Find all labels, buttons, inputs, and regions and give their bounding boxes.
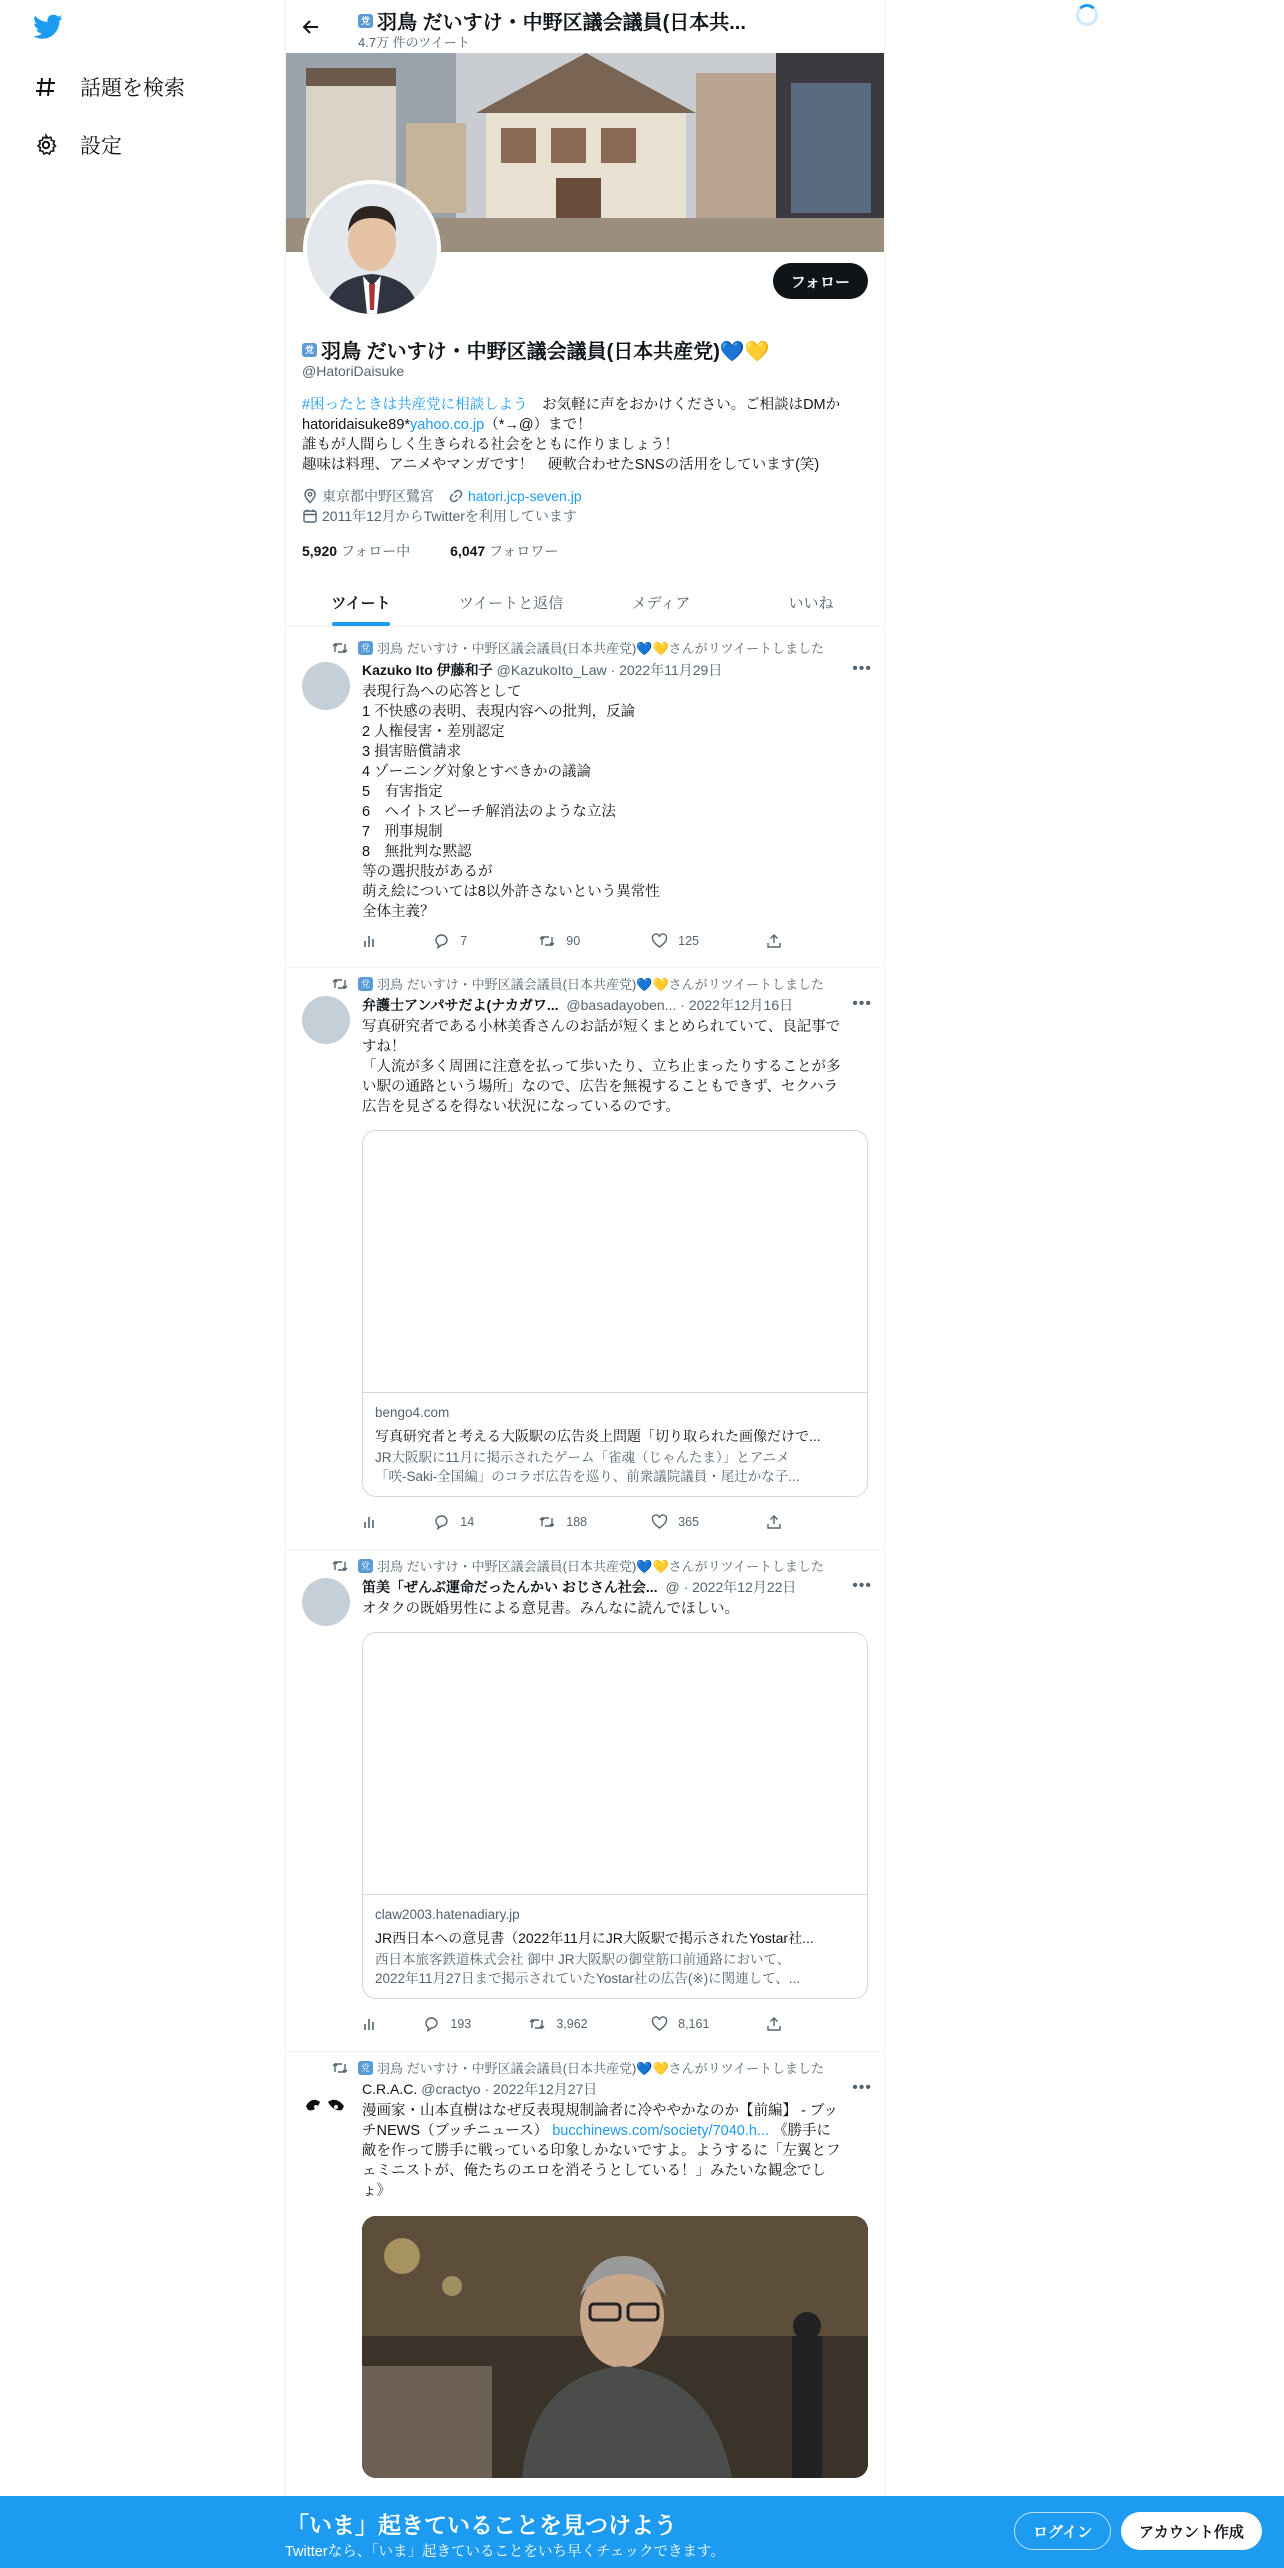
reply-icon: [433, 1514, 450, 1530]
tweet-date[interactable]: · 2022年11月29日: [610, 662, 723, 678]
tweet-date[interactable]: · 2022年12月22日: [683, 1579, 797, 1595]
more-options-icon[interactable]: •••: [852, 1577, 872, 1594]
share-button[interactable]: [766, 2016, 792, 2032]
party-badge: 党: [358, 641, 373, 655]
tweet-1[interactable]: [286, 628, 885, 968]
follow-stats: [302, 541, 594, 561]
retweet-icon: [332, 1559, 348, 1573]
tweet-line: 8 無批判な黙認: [362, 844, 472, 860]
tweet-link[interactable]: bucchinews.com/society/7040.h...: [552, 2123, 770, 2139]
signup-button[interactable]: アカウント作成: [1121, 2512, 1262, 2550]
left-nav: [0, 0, 285, 2568]
analytics-button[interactable]: [362, 2016, 423, 2032]
party-badge: 党: [358, 14, 373, 28]
tweet-text: [362, 2101, 874, 2201]
tweet-header: [362, 1577, 872, 1597]
twitter-logo-icon[interactable]: [33, 14, 63, 40]
tweet-text: [362, 1017, 874, 1117]
reply-icon: [433, 933, 450, 949]
tweet-text: [362, 1599, 874, 1619]
retweet-button[interactable]: [528, 2016, 651, 2032]
bio-line4: 趣味は料理、アニメやマンガです！ 硬軟合わせたSNSの活用をしています(笑): [302, 457, 820, 473]
tweet-line: 敵を作って勝手に戦っている印象しかないですよ。ようするに「左翼とフ: [362, 2143, 841, 2159]
tweet-4[interactable]: [286, 2052, 885, 2568]
tweet-author-handle[interactable]: @cractyo: [421, 2081, 481, 2097]
crac-avatar-icon: [302, 2080, 350, 2128]
bio-line2-pre: hatoridaisuke89*: [302, 417, 411, 433]
tweet-line: 5 有害指定: [362, 784, 443, 800]
nav-explore-label: 話題を検索: [80, 77, 185, 100]
retweet-count: 3,962: [556, 2017, 588, 2031]
profile-avatar[interactable]: [303, 180, 441, 318]
tweet-date[interactable]: · 2022年12月27日: [484, 2081, 598, 2097]
follow-button[interactable]: フォロー: [773, 263, 868, 299]
party-badge: 党: [302, 343, 317, 357]
header-title: [358, 6, 746, 35]
analytics-icon: [362, 2016, 378, 2032]
followers-link[interactable]: [450, 543, 576, 559]
more-options-icon[interactable]: •••: [852, 995, 872, 1012]
nav-settings-label: 設定: [80, 135, 122, 158]
retweet-indicator: [332, 2058, 824, 2077]
reply-button[interactable]: [433, 1514, 538, 1530]
profile-tabs: [286, 574, 885, 627]
tweet-line: 萌え絵については8以外許さないという異常性: [362, 884, 660, 900]
tweet-line: 3 損害賠償請求: [362, 744, 462, 760]
tweet-author-name[interactable]: Kazuko Ito 伊藤和子: [362, 662, 493, 678]
bio-line2-post: （*→@）まで！: [484, 417, 592, 433]
like-count: 125: [678, 934, 699, 948]
party-badge: 党: [358, 1559, 373, 1573]
tweet-3[interactable]: [286, 1550, 885, 2052]
tweet-avatar[interactable]: [302, 1578, 350, 1626]
retweet-count: 90: [566, 934, 581, 948]
hashtag-icon: [34, 75, 58, 99]
tweet-line: 7 刑事規制: [362, 824, 443, 840]
reply-count: 7: [460, 934, 468, 948]
like-count: 365: [678, 1515, 699, 1529]
tweet-line: 表現行為への応答として: [362, 684, 522, 700]
tweet-author-name[interactable]: 笛美「ぜんぶ運命だったんかい おじさん社会...: [362, 1579, 658, 1595]
analytics-button[interactable]: [362, 933, 433, 949]
location-pin-icon: [302, 488, 318, 504]
link-card-title: 写真研究者と考える大阪駅の広告炎上問題「切り取られた画像だけで...: [375, 1428, 821, 1444]
retweet-icon: [528, 2016, 546, 2032]
more-options-icon[interactable]: •••: [852, 2079, 872, 2096]
retweet-text: 羽鳥 だいすけ・中野区議会議員(日本共産党)💙💛さんがリツイートしました: [377, 1559, 825, 1574]
retweet-text: 羽鳥 だいすけ・中野区議会議員(日本共産党)💙💛さんがリツイートしました: [377, 641, 825, 656]
tab-media[interactable]: メディア: [631, 595, 691, 612]
retweet-indicator: [332, 1556, 824, 1575]
tweet-line: オタクの既婚男性による意見書。みんなに読んでほしい。: [362, 1601, 739, 1617]
nav-explore[interactable]: [34, 67, 185, 107]
profile-name-text: 羽鳥 だいすけ・中野区議会議員(日本共産党)💙💛: [321, 341, 770, 363]
heart-icon: [651, 933, 668, 949]
header-tweet-count: 4.7万 件のツイート: [358, 35, 470, 50]
more-options-icon[interactable]: •••: [852, 660, 872, 677]
following-count: 5,920: [302, 543, 338, 559]
back-button[interactable]: [296, 12, 326, 42]
heart-icon: [651, 1514, 668, 1530]
bio-line1: お気軽に声をおかけください。ご相談はDMか: [527, 397, 841, 413]
bottom-bar-title: 「いま」起きていることを見つけよう: [286, 2512, 677, 2538]
tweet-header: [362, 2079, 872, 2099]
tweet-line: ェミニストが、俺たちのエロを消そうとしている！」みたいな観念でし: [362, 2163, 826, 2179]
link-card-desc-line: JR大阪駅に11月に掲示されたゲーム「雀魂（じゃんたま）」とアニメ: [375, 1450, 790, 1465]
share-icon: [766, 2016, 782, 2032]
tweet-actions: [362, 2016, 792, 2032]
retweet-icon: [332, 2061, 348, 2075]
tweet-author-handle[interactable]: @KazukoIto_Law: [496, 662, 607, 678]
tweet-date[interactable]: · 2022年12月16日: [680, 997, 794, 1013]
followers-label: フォロワー: [489, 543, 559, 559]
tweet-avatar[interactable]: [302, 662, 350, 710]
retweet-text: 羽鳥 だいすけ・中野区議会議員(日本共産党)💙💛さんがリツイートしました: [377, 977, 825, 992]
tweet-line: ょ》: [362, 2183, 391, 2199]
link-card-image: [363, 1633, 867, 1895]
retweet-icon: [332, 977, 348, 991]
reply-icon: [423, 2016, 440, 2032]
tweet-line: 広告を見ざるを得ない状況になっているのです。: [362, 1099, 680, 1115]
profile-handle: @HatoriDaisuke: [302, 363, 405, 379]
bio-line3: 誰もが人間らしく生きられる社会をともに作りましょう！: [302, 437, 679, 453]
tweet-header: [362, 660, 872, 680]
retweet-indicator: [332, 974, 824, 993]
retweet-icon: [538, 1514, 556, 1530]
link-card-desc-line: 2022年11月27日まで掲示されていたYostar社の広告(※)に関連して、...: [375, 1971, 801, 1986]
location-text: 東京都中野区鷺宮: [322, 488, 434, 504]
profile-header-bar: [286, 0, 885, 53]
arrow-left-icon: [301, 17, 321, 37]
bottom-bar-subtitle: Twitterなら、「いま」起きていることをいち早くチェックできます。: [285, 2544, 725, 2560]
tweet-line: 「人流が多く周囲に注意を払って歩いたり、立ち止まったりすることが多: [362, 1059, 841, 1075]
share-button[interactable]: [766, 933, 792, 949]
tweet-avatar[interactable]: [302, 2080, 350, 2128]
retweet-count: 188: [566, 1515, 588, 1529]
retweet-icon: [538, 933, 556, 949]
profile-meta: [302, 486, 596, 526]
tab-likes[interactable]: いいね: [788, 595, 834, 612]
retweet-text: 羽鳥 だいすけ・中野区議会議員(日本共産党)💙💛さんがリツイートしました: [377, 2061, 825, 2076]
like-count: 8,161: [678, 2017, 710, 2031]
share-icon: [766, 1514, 782, 1530]
like-button[interactable]: [651, 933, 766, 949]
reply-button[interactable]: [433, 933, 538, 949]
tweet-line: 等の選択肢があるが: [362, 864, 493, 880]
tab-tweets[interactable]: ツイート: [286, 574, 436, 626]
login-button[interactable]: ログイン: [1014, 2512, 1111, 2550]
link-card-image: [363, 1131, 867, 1393]
link-card-description: [363, 1948, 867, 1998]
link-card[interactable]: [362, 1130, 868, 1497]
heart-icon: [651, 2016, 668, 2032]
loading-spinner-icon: [1076, 4, 1098, 26]
link-card[interactable]: [362, 1632, 868, 1999]
profile-bio: [302, 395, 872, 475]
tweet-actions: [362, 1514, 792, 1530]
tweet-author-name[interactable]: 弁護士アンパサだよ(ナカガワ...: [362, 997, 559, 1013]
party-badge: 党: [358, 977, 373, 991]
tweet-line: 全体主義？: [362, 904, 435, 920]
calendar-icon: [302, 508, 318, 524]
bio-hashtag-link[interactable]: #困ったときは共産党に相談しよう: [302, 397, 528, 413]
gear-icon: [34, 133, 58, 157]
joined-item: [302, 506, 577, 526]
tweet-line: チNEWS（ブッチニュース）: [362, 2123, 549, 2139]
tweet-line: 2 人権侵害・差別認定: [362, 724, 505, 740]
tweet-line: すね！: [362, 1039, 406, 1055]
analytics-icon: [362, 1514, 378, 1530]
link-card-desc-line: 「咲-Saki-全国編」のコラボ広告を巡り、前衆議院議員・尾辻かな子...: [375, 1469, 800, 1484]
tweet-photo[interactable]: [362, 2216, 868, 2478]
tweet-line: 《勝手に: [773, 2123, 832, 2139]
retweet-icon: [332, 641, 348, 655]
tweet-avatar[interactable]: [302, 996, 350, 1044]
tweet-line: 6 ヘイトスピーチ解消法のような立法: [362, 804, 616, 820]
header-title-text: 羽鳥 だいすけ・中野区議会議員(日本共...: [377, 12, 746, 34]
tweet-line: 写真研究者である小林美香さんのお話が短くまとめられていて、良記事で: [362, 1019, 841, 1035]
retweet-button[interactable]: [538, 1514, 651, 1530]
tweet-author-handle[interactable]: @: [665, 1579, 680, 1595]
bio-email-link[interactable]: yahoo.co.jp: [410, 417, 485, 433]
reply-count: 14: [460, 1515, 475, 1529]
like-button[interactable]: [651, 2016, 766, 2032]
link-card-desc-line: 西日本旅客鉄道株式会社 御中 JR大阪駅の御堂筋口前通路において、: [375, 1952, 791, 1967]
retweet-button[interactable]: [538, 933, 651, 949]
like-button[interactable]: [651, 1514, 766, 1530]
profile-name: [302, 335, 770, 364]
tweet-author-handle[interactable]: @basadayoben...: [566, 997, 677, 1013]
tweet-line: 1 不快感の表明、表現内容への批判，反論: [362, 704, 636, 720]
tweet-2[interactable]: [286, 968, 885, 1550]
link-card-description: [363, 1446, 867, 1496]
analytics-icon: [362, 933, 378, 949]
tweet-author-name[interactable]: C.R.A.C.: [362, 2081, 418, 2097]
link-card-domain: bengo4.com: [375, 1405, 450, 1420]
joined-text: 2011年12月からTwitterを利用しています: [322, 508, 577, 524]
tweet-line: 4 ゾーニング対象とすべきかの議論: [362, 764, 592, 780]
tweet-text: [362, 682, 874, 922]
share-button[interactable]: [766, 1514, 792, 1530]
followers-count: 6,047: [450, 543, 486, 559]
nav-settings[interactable]: [34, 125, 122, 165]
website-link[interactable]: hatori.jcp-seven.jp: [468, 488, 582, 504]
tab-tweets-replies[interactable]: ツイートと返信: [458, 595, 564, 612]
retweet-indicator: [332, 638, 824, 657]
reply-count: 193: [450, 2017, 472, 2031]
link-card-domain: claw2003.hatenadiary.jp: [375, 1907, 520, 1922]
main-column: [285, 0, 885, 2568]
reply-button[interactable]: [423, 2016, 528, 2032]
link-card-title: JR西日本への意見書（2022年11月にJR大阪駅で掲示されたYostar社...: [375, 1930, 814, 1946]
location-item: [302, 486, 434, 506]
tweet-line: い駅の通路という場所」なので、広告を無視することもできず、セクハラ: [362, 1079, 839, 1095]
login-prompt-bar: [0, 2496, 1284, 2568]
party-badge: 党: [358, 2061, 373, 2075]
tweet-actions: [362, 933, 792, 949]
share-icon: [766, 933, 782, 949]
following-label: フォロー中: [340, 543, 411, 559]
tweet-line: 漫画家・山本直樹はなぜ反表現規制論者に冷ややかなのか【前編】 - ブッ: [362, 2103, 838, 2119]
analytics-button[interactable]: [362, 1514, 433, 1530]
tweet-header: [362, 995, 872, 1015]
website-item[interactable]: [448, 488, 582, 504]
link-icon: [448, 488, 464, 504]
following-link[interactable]: [302, 543, 428, 559]
